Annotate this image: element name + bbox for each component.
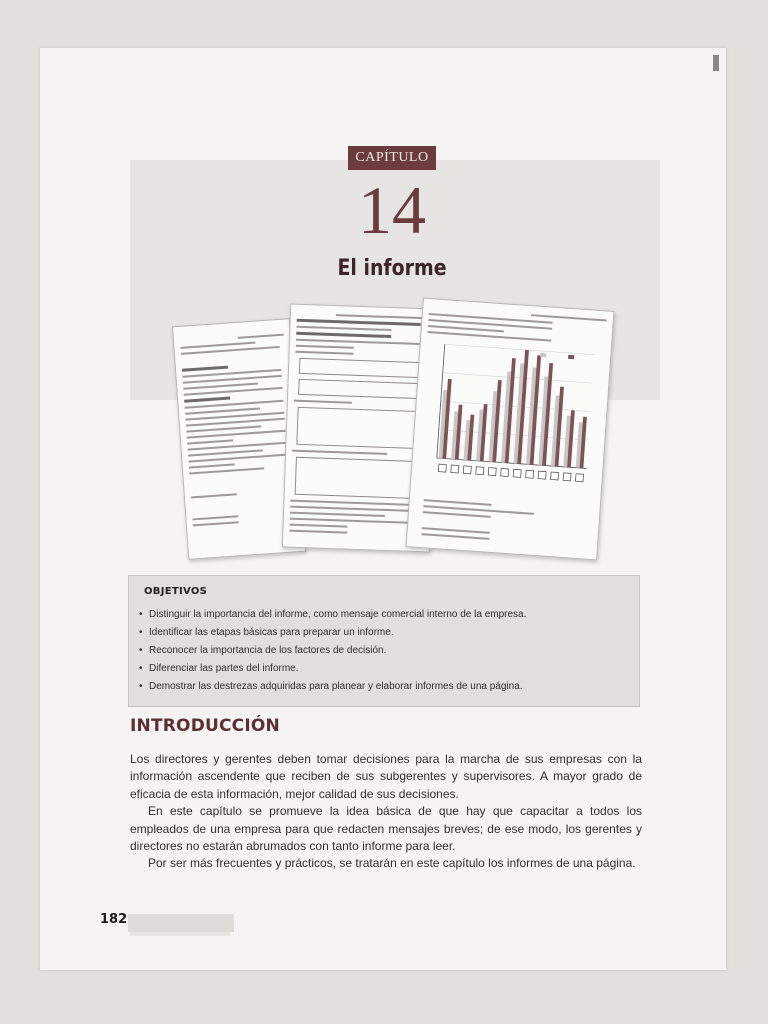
introduction-heading: INTRODUCCIÓN xyxy=(130,716,280,736)
gridline xyxy=(445,344,595,354)
category-icon xyxy=(451,465,459,473)
introduction-paragraph: Los directores y gerentes deben tomar decisiones para la marcha de sus empresas con la información ascendente que reciben de sus subgerentes y supervisores. A mayor grado de eficacia de esta información, mejor calidad de sus decisiones. xyxy=(130,752,642,801)
category-icon xyxy=(576,474,584,482)
chapter-label: CAPÍTULO xyxy=(348,146,436,170)
introduction-paragraph: En este capítulo se promueve la idea básica de que hay que capacitar a todos los empleados de una empresa para que redacten mensajes breves; de ese modo, los gerentes y directores no estarán abrumados con tanto informe para leer. xyxy=(130,804,642,854)
chapter-title: El informe xyxy=(337,256,447,281)
objectives-title: OBJETIVOS xyxy=(144,586,208,597)
sample-report-sheet-3 xyxy=(406,298,615,561)
introduction-paragraph: Por ser más frecuentes y prácticos, se tratarán en este capítulo los informes de una página. xyxy=(148,856,636,871)
objectives-box xyxy=(128,575,640,707)
objectives-list xyxy=(139,606,526,696)
bar-chart xyxy=(417,333,603,495)
objective-item: • Distinguir la importancia del informe, como mensaje comercial interno de la empresa. xyxy=(139,606,526,624)
category-icon xyxy=(476,467,484,475)
objective-item: • Diferenciar las partes del informe. xyxy=(139,660,526,678)
category-icon xyxy=(538,471,546,479)
footer-bar xyxy=(128,914,234,932)
gridline xyxy=(443,373,593,383)
category-icon xyxy=(463,466,471,474)
objective-item: • Identificar las etapas básicas para preparar un informe. xyxy=(139,624,526,642)
legend-swatch xyxy=(568,355,574,359)
page-number: 182 xyxy=(100,912,128,927)
page-edge-mark xyxy=(713,55,719,71)
category-icon xyxy=(526,470,534,478)
category-icon xyxy=(513,469,521,477)
category-icon xyxy=(563,473,571,481)
chapter-number: 14 xyxy=(358,172,426,248)
objective-item: • Reconocer la importancia de los factores de decisión. xyxy=(139,642,526,660)
introduction-body xyxy=(130,751,642,873)
objective-item: • Demostrar las destrezas adquiridas para planear y elaborar informes de una página. xyxy=(139,678,526,696)
category-icon xyxy=(551,472,559,480)
category-icon xyxy=(438,464,446,472)
category-icon xyxy=(501,468,509,476)
gridline xyxy=(441,401,591,411)
category-icon xyxy=(488,468,496,476)
legend-swatch xyxy=(540,353,546,357)
